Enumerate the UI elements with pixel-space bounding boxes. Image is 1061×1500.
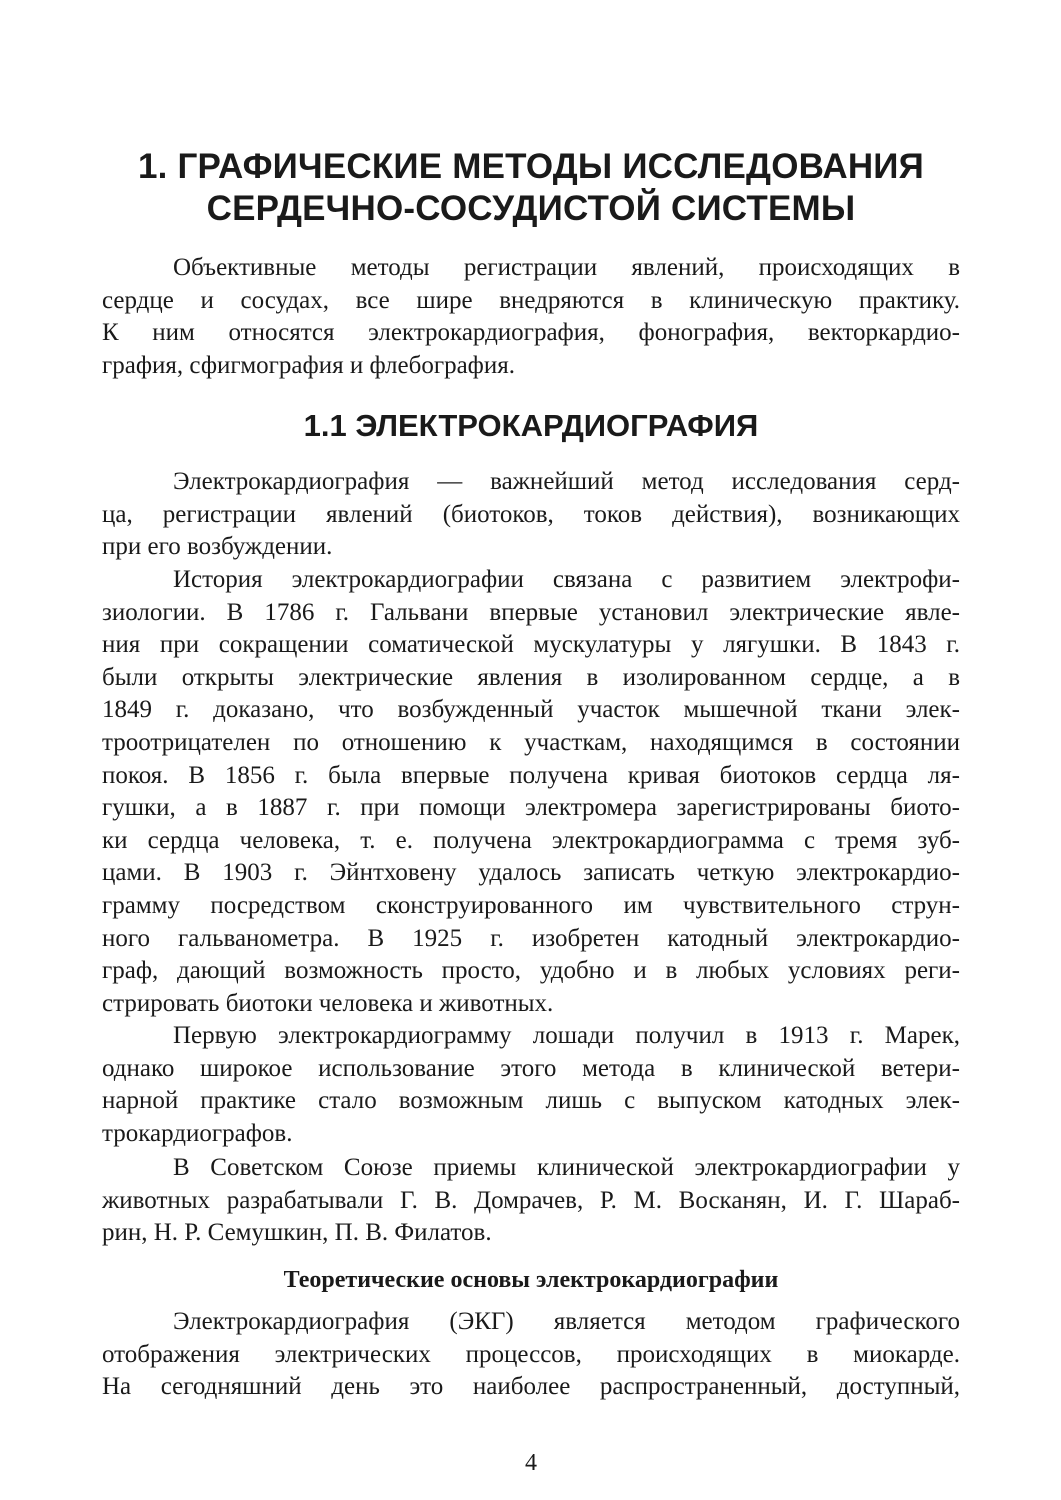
text-line: стрировать биотоки человека и животных. — [102, 989, 554, 1017]
page-number: 4 — [525, 1450, 537, 1476]
paragraph-history — [102, 564, 960, 1020]
text-line: ния при сокращении соматической мускулатуры у лягушки. В 1843 г. — [102, 631, 960, 659]
text-line: граф, дающий возможность просто, удобно и в любых условиях реги- — [102, 957, 960, 985]
text-line: ца, регистрации явлений (биотоков, токов действия), возникающих — [102, 500, 960, 528]
paragraph-definition — [102, 466, 960, 564]
text-line: Первую электрокардиограмму лошади получил в 1913 г. Марек, — [173, 1022, 960, 1049]
text-line: ного гальванометра. В 1925 г. изобретен катодный электрокардио- — [102, 924, 960, 952]
text-line: покоя. В 1856 г. была впервые получена кривая биотоков сердца ля- — [102, 761, 960, 789]
text-line: В Советском Союзе приемы клинической электрокардиографии у — [173, 1154, 960, 1181]
text-line: 1849 г. доказано, что возбужденный участок мышечной ткани элек- — [102, 696, 960, 724]
chapter-title-line: 1. ГРАФИЧЕСКИЕ МЕТОДЫ ИССЛЕДОВАНИЯ — [137, 147, 925, 186]
text-line: цами. В 1903 г. Эйнтховену удалось записать четкую электрокардио- — [102, 859, 960, 887]
text-line: трокардиографов. — [102, 1119, 293, 1147]
chapter-title — [102, 146, 960, 230]
document-page — [102, 0, 960, 1500]
paragraph-theory — [102, 1306, 960, 1404]
text-line: зиологии. В 1786 г. Гальвани впервые установил электрические явле- — [102, 598, 960, 626]
section-title: 1.1 ЭЛЕКТРОКАРДИОГРАФИЯ — [303, 408, 759, 443]
text-line: нарной практике стало возможным лишь с выпуском катодных элек- — [102, 1087, 960, 1115]
text-line: Электрокардиография (ЭКГ) является методом графического — [173, 1308, 960, 1335]
text-line: рин, Н. Р. Семушкин, П. В. Филатов. — [102, 1219, 492, 1247]
text-line: История электрокардиографии связана с развитием электрофи- — [173, 566, 960, 593]
text-line: однако широкое использование этого метода в клинической ветери- — [102, 1054, 960, 1082]
text-line: сердце и сосудах, все шире внедряются в клиническую практику. — [102, 286, 960, 314]
text-line: были открыты электрические явления в изолированном сердце, а в — [102, 663, 960, 691]
paragraph-horse-ecg — [102, 1020, 960, 1150]
text-line: отображения электрических процессов, происходящих в миокарде. — [102, 1340, 960, 1368]
text-line: графия, сфигмография и флебография. — [102, 351, 516, 379]
subsection-title: Теоретические основы электрокардиографии — [283, 1267, 779, 1293]
text-line: Электрокардиография — важнейший метод исследования серд- — [173, 468, 960, 495]
text-line: троотрицателен по отношению к участкам, находящимся в состоянии — [102, 728, 960, 756]
text-line: гушки, а в 1887 г. при помощи электромера зарегистрированы биото- — [102, 794, 960, 822]
text-line: К ним относятся электрокардиография, фонография, векторкардио- — [102, 319, 960, 347]
text-line: при его возбуждении. — [102, 533, 333, 561]
intro-paragraph — [102, 252, 960, 382]
text-line: Объективные методы регистрации явлений, происходящих в — [173, 254, 960, 281]
paragraph-soviet-research — [102, 1152, 960, 1250]
text-line: грамму посредством сконструированного им чувствительного струн- — [102, 891, 960, 919]
text-line: ки сердца человека, т. е. получена электрокардиограмма с тремя зуб- — [102, 826, 960, 854]
chapter-title-line: СЕРДЕЧНО-СОСУДИСТОЙ СИСТЕМЫ — [206, 189, 856, 228]
text-line: На сегодняшний день это наиболее распространенный, доступный, — [102, 1373, 960, 1401]
text-line: животных разрабатывали Г. В. Домрачев, Р. М. Восканян, И. Г. Шараб- — [102, 1186, 960, 1214]
